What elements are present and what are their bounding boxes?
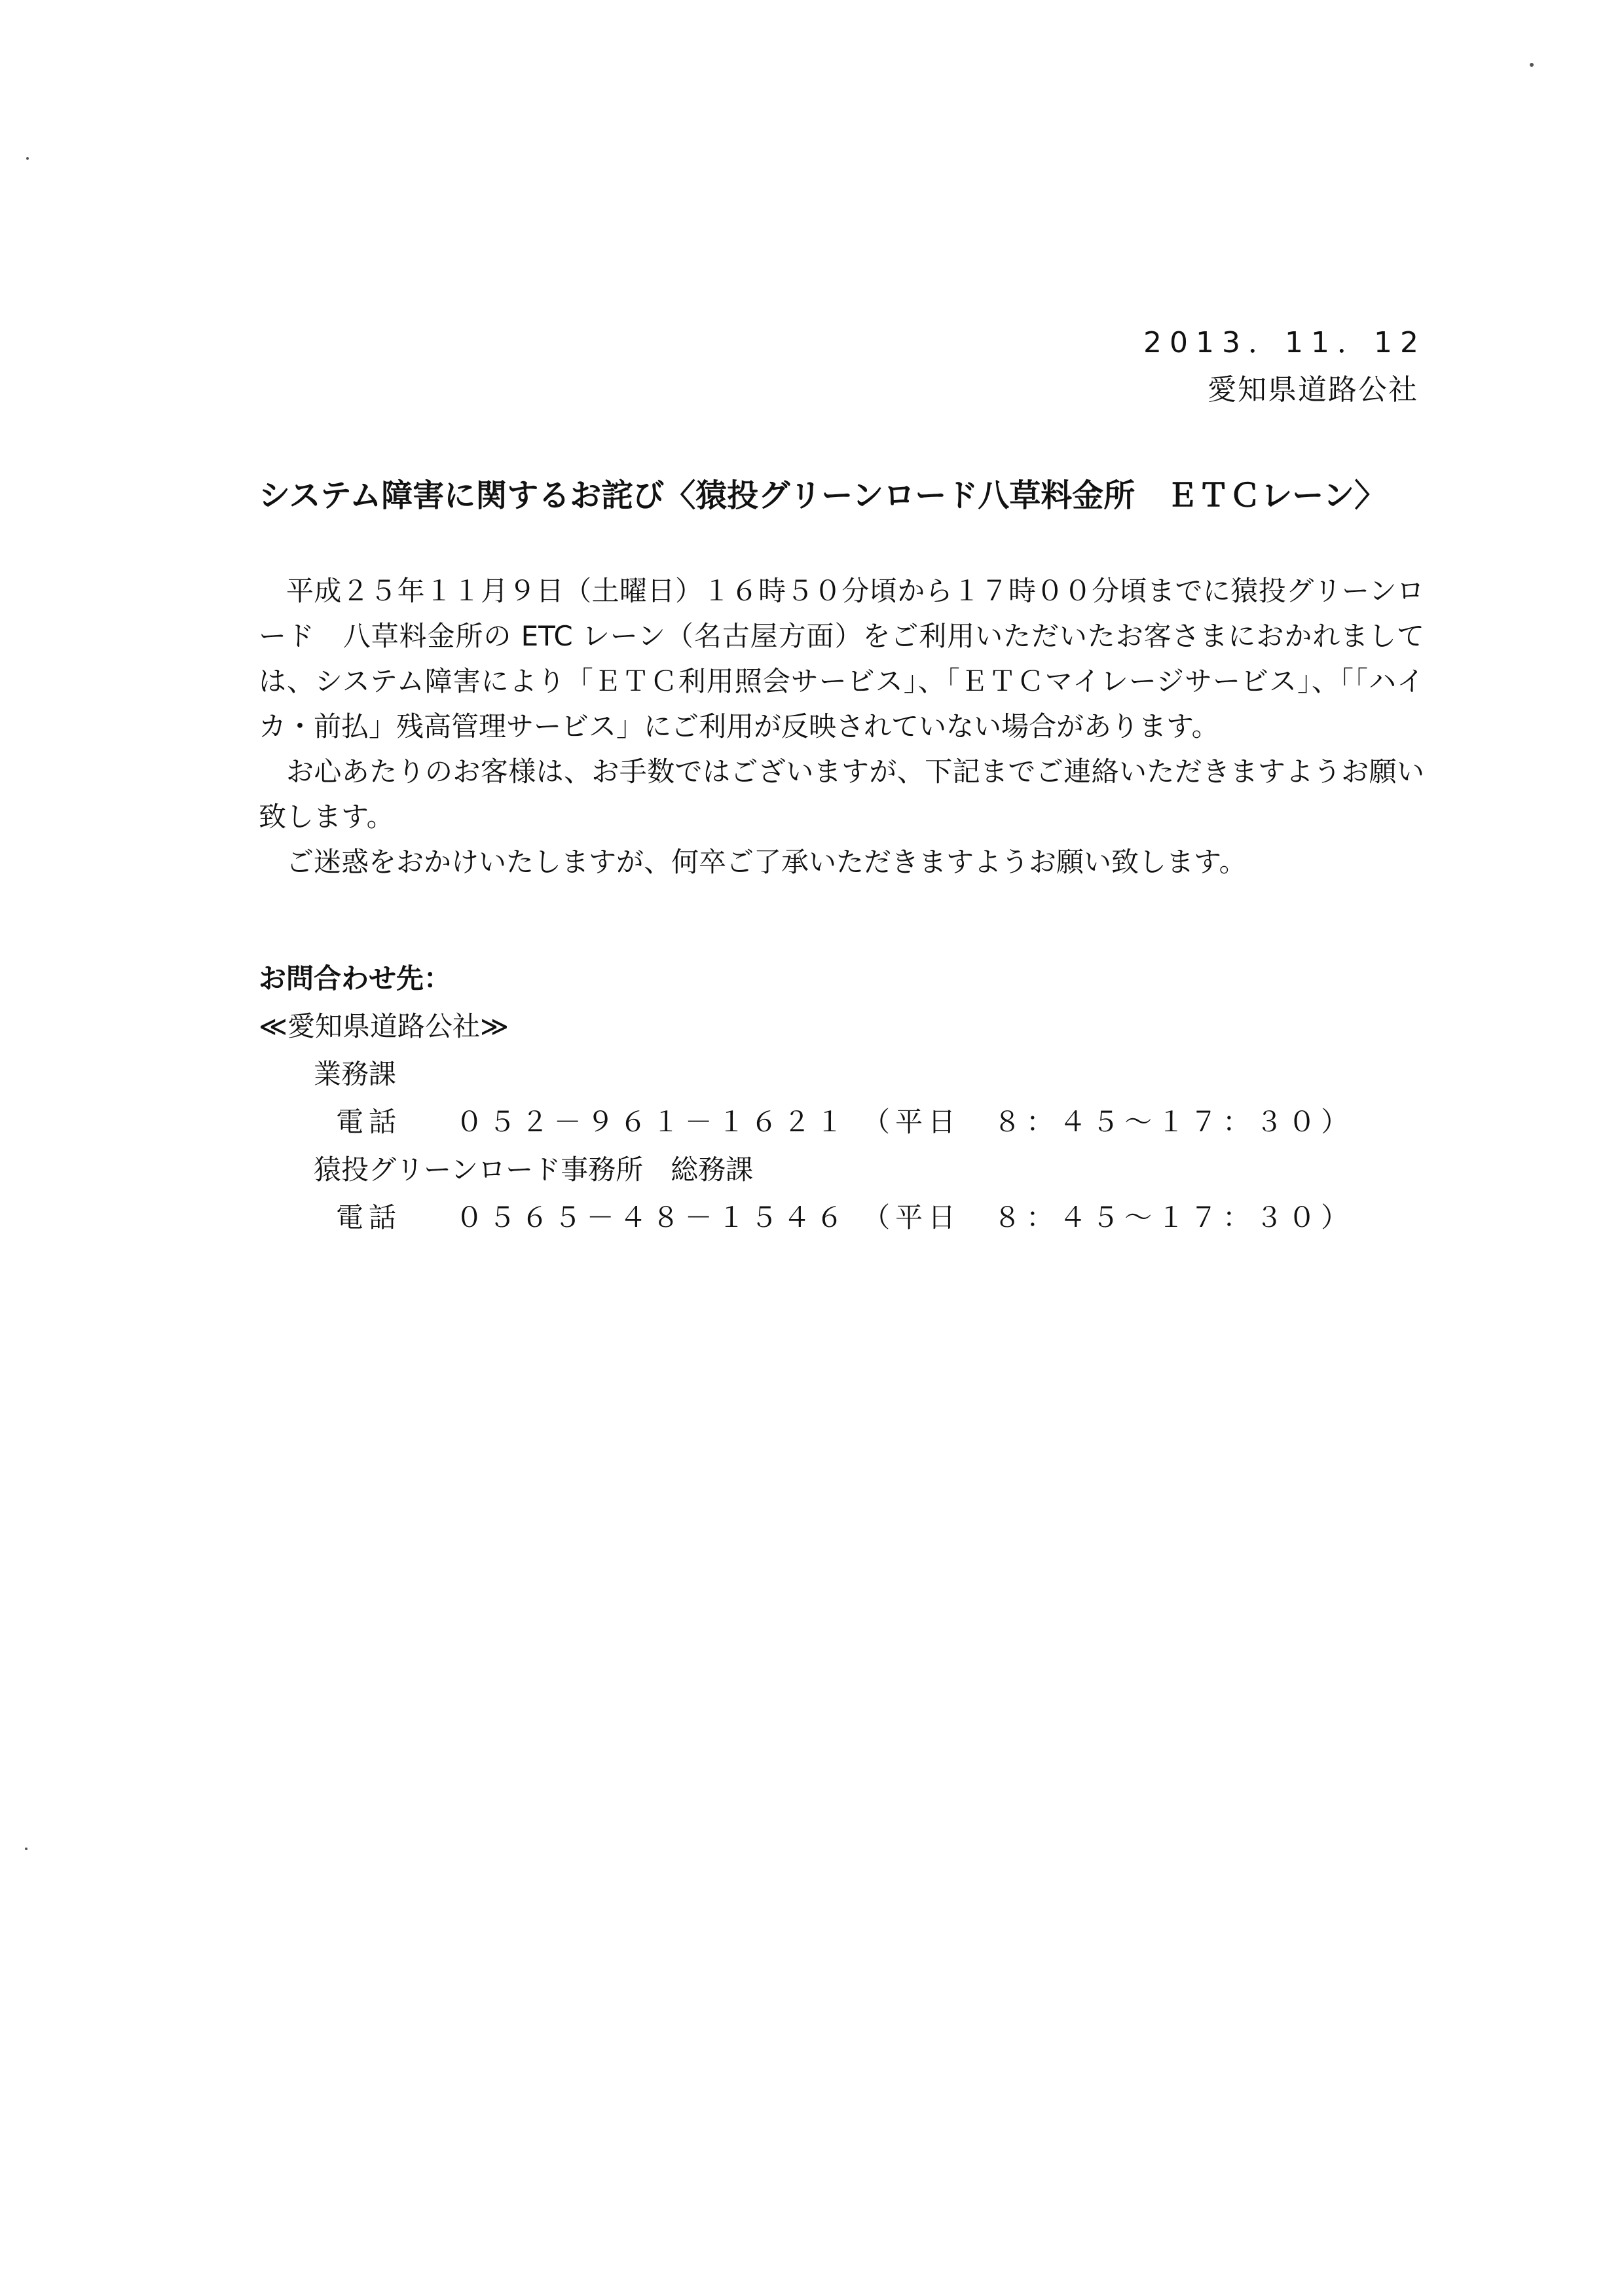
department-phone-line xyxy=(259,1194,1424,1241)
paragraph: ご迷惑をおかけいたしますが、何卒ご了承いただきますようお願い致します。 xyxy=(286,846,1247,878)
document-body xyxy=(259,568,1424,884)
contact-section xyxy=(259,955,1424,1241)
phone-number: ０５６５－４８－１５４６ xyxy=(455,1201,849,1233)
office-hours: （平日 ８：４５～１７：３０） xyxy=(862,1106,1354,1138)
department-name: 猿投グリーンロード事務所 総務課 xyxy=(314,1154,754,1186)
scan-speck xyxy=(25,1848,28,1850)
contact-label: お問合わせ先： xyxy=(259,962,452,994)
phone-label: 電話 xyxy=(336,1201,402,1233)
document-title: システム障害に関するお詫び〈猿投グリーンロード八草料金所 ＥＴＣレーン〉 xyxy=(259,477,1386,514)
issue-date: 2013．11．12 xyxy=(1143,326,1426,359)
paragraph: お心あたりのお客様は、お手数ではございますが、下記までご連絡いただきますようお願い致します。 xyxy=(259,756,1424,833)
issuer-organization: 愛知県道路公社 xyxy=(1208,373,1418,407)
contact-organization: ≪愛知県道路公社≫ xyxy=(259,1010,509,1042)
scan-speck xyxy=(1530,63,1534,67)
phone-label: 電話 xyxy=(336,1106,402,1138)
department-name: 業務課 xyxy=(314,1058,397,1090)
document-header xyxy=(1143,319,1426,414)
office-hours: （平日 ８：４５～１７：３０） xyxy=(862,1201,1354,1233)
scan-speck xyxy=(26,157,29,160)
phone-number: ０５２－９６１－１６２１ xyxy=(455,1106,849,1138)
department-phone-line xyxy=(259,1098,1424,1146)
paragraph: 平成２５年１１月９日（土曜日）１６時５０分頃から１７時００分頃までに猿投グリーンロード 八草料金所の ETC レーン（名古屋方面）をご利用いただいたお客さまにおかれましては、システム障害により「ＥＴＣ利用照会サービス」、「ＥＴＣマイレージサービス」、「「ハイカ・前払」残高管理サービス」にご利用が反映されていない場合があります。 xyxy=(259,575,1424,742)
